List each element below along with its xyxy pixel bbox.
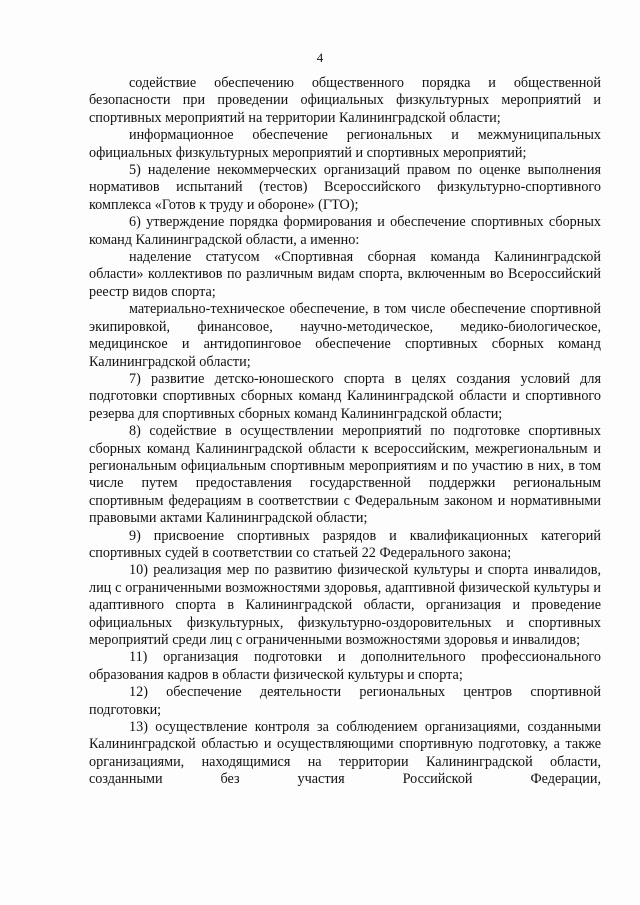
paragraph: 11) организация подготовки и дополнительного профессионального образования кадров в области физической культуры и спорта; [89, 649, 601, 683]
paragraph: содействие обеспечению общественного порядка и общественной безопасности при проведении официальных физкультурных мероприятий и спортивных мероприятий на территории Калининградской области; [89, 75, 601, 126]
paragraph: 5) наделение некоммерческих организаций правом по оценке выполнения нормативов испытаний (тестов) Всероссийского физкультурно-спортивного комплекса «Готов к труду и обороне» (ГТО); [89, 162, 601, 213]
paragraph: 8) содействие в осуществлении мероприятий по подготовке спортивных сборных команд Калининградской области к всероссийским, межрегиональным и региональным официальным спортивным мероприятиям и по участию в них, в том числе путем предоставления государственной поддержки региональным спортивным федерациям в соответствии с Федеральным законом и нормативными правовыми актами Калининградской области; [89, 423, 601, 527]
paragraph: материально-техническое обеспечение, в том числе обеспечение спортивной экипировкой, финансовое, научно-методическое, медико-биологическое, медицинское и антидопинговое обеспечение спортивных сборных команд Калининградской области; [89, 301, 601, 370]
paragraph: наделение статусом «Спортивная сборная команда Калининградской области» коллективов по различным видам спорта, включенным во Всероссийский реестр видов спорта; [89, 249, 601, 300]
paragraph: 10) реализация мер по развитию физической культуры и спорта инвалидов, лиц с ограниченными возможностями здоровья, адаптивной физической культуры и адаптивного спорта в Калининградской области, организация и проведение официальных физкультурных, физкультурно-оздоровительных и спортивных мероприятий среди лиц с ограниченными возможностями здоровья и инвалидов; [89, 562, 601, 648]
paragraph: 12) обеспечение деятельности региональных центров спортивной подготовки; [89, 684, 601, 718]
paragraph: 7) развитие детско-юношеского спорта в целях создания условий для подготовки спортивных сборных команд Калининградской области и спортивного резерва для спортивных сборных команд Калининградской области; [89, 370, 601, 422]
paragraph: информационное обеспечение региональных и межмуниципальных официальных физкультурных мероприятий и спортивных мероприятий; [89, 127, 601, 161]
paragraph: 9) присвоение спортивных разрядов и квалификационных категорий спортивных судей в соответствии со статьей 22 Федерального закона; [89, 527, 601, 561]
paragraph: 13) осуществление контроля за соблюдением организациями, созданными Калининградской областью и осуществляющими спортивную подготовку, а также организациями, находящимися на территории Калининградской области, созданными без участия Российской Федерации, [89, 719, 601, 788]
page-number: 4 [316, 50, 324, 65]
paragraph: 6) утверждение порядка формирования и обеспечение спортивных сборных команд Калининградской области, а именно: [89, 214, 601, 248]
document-body [89, 75, 601, 789]
